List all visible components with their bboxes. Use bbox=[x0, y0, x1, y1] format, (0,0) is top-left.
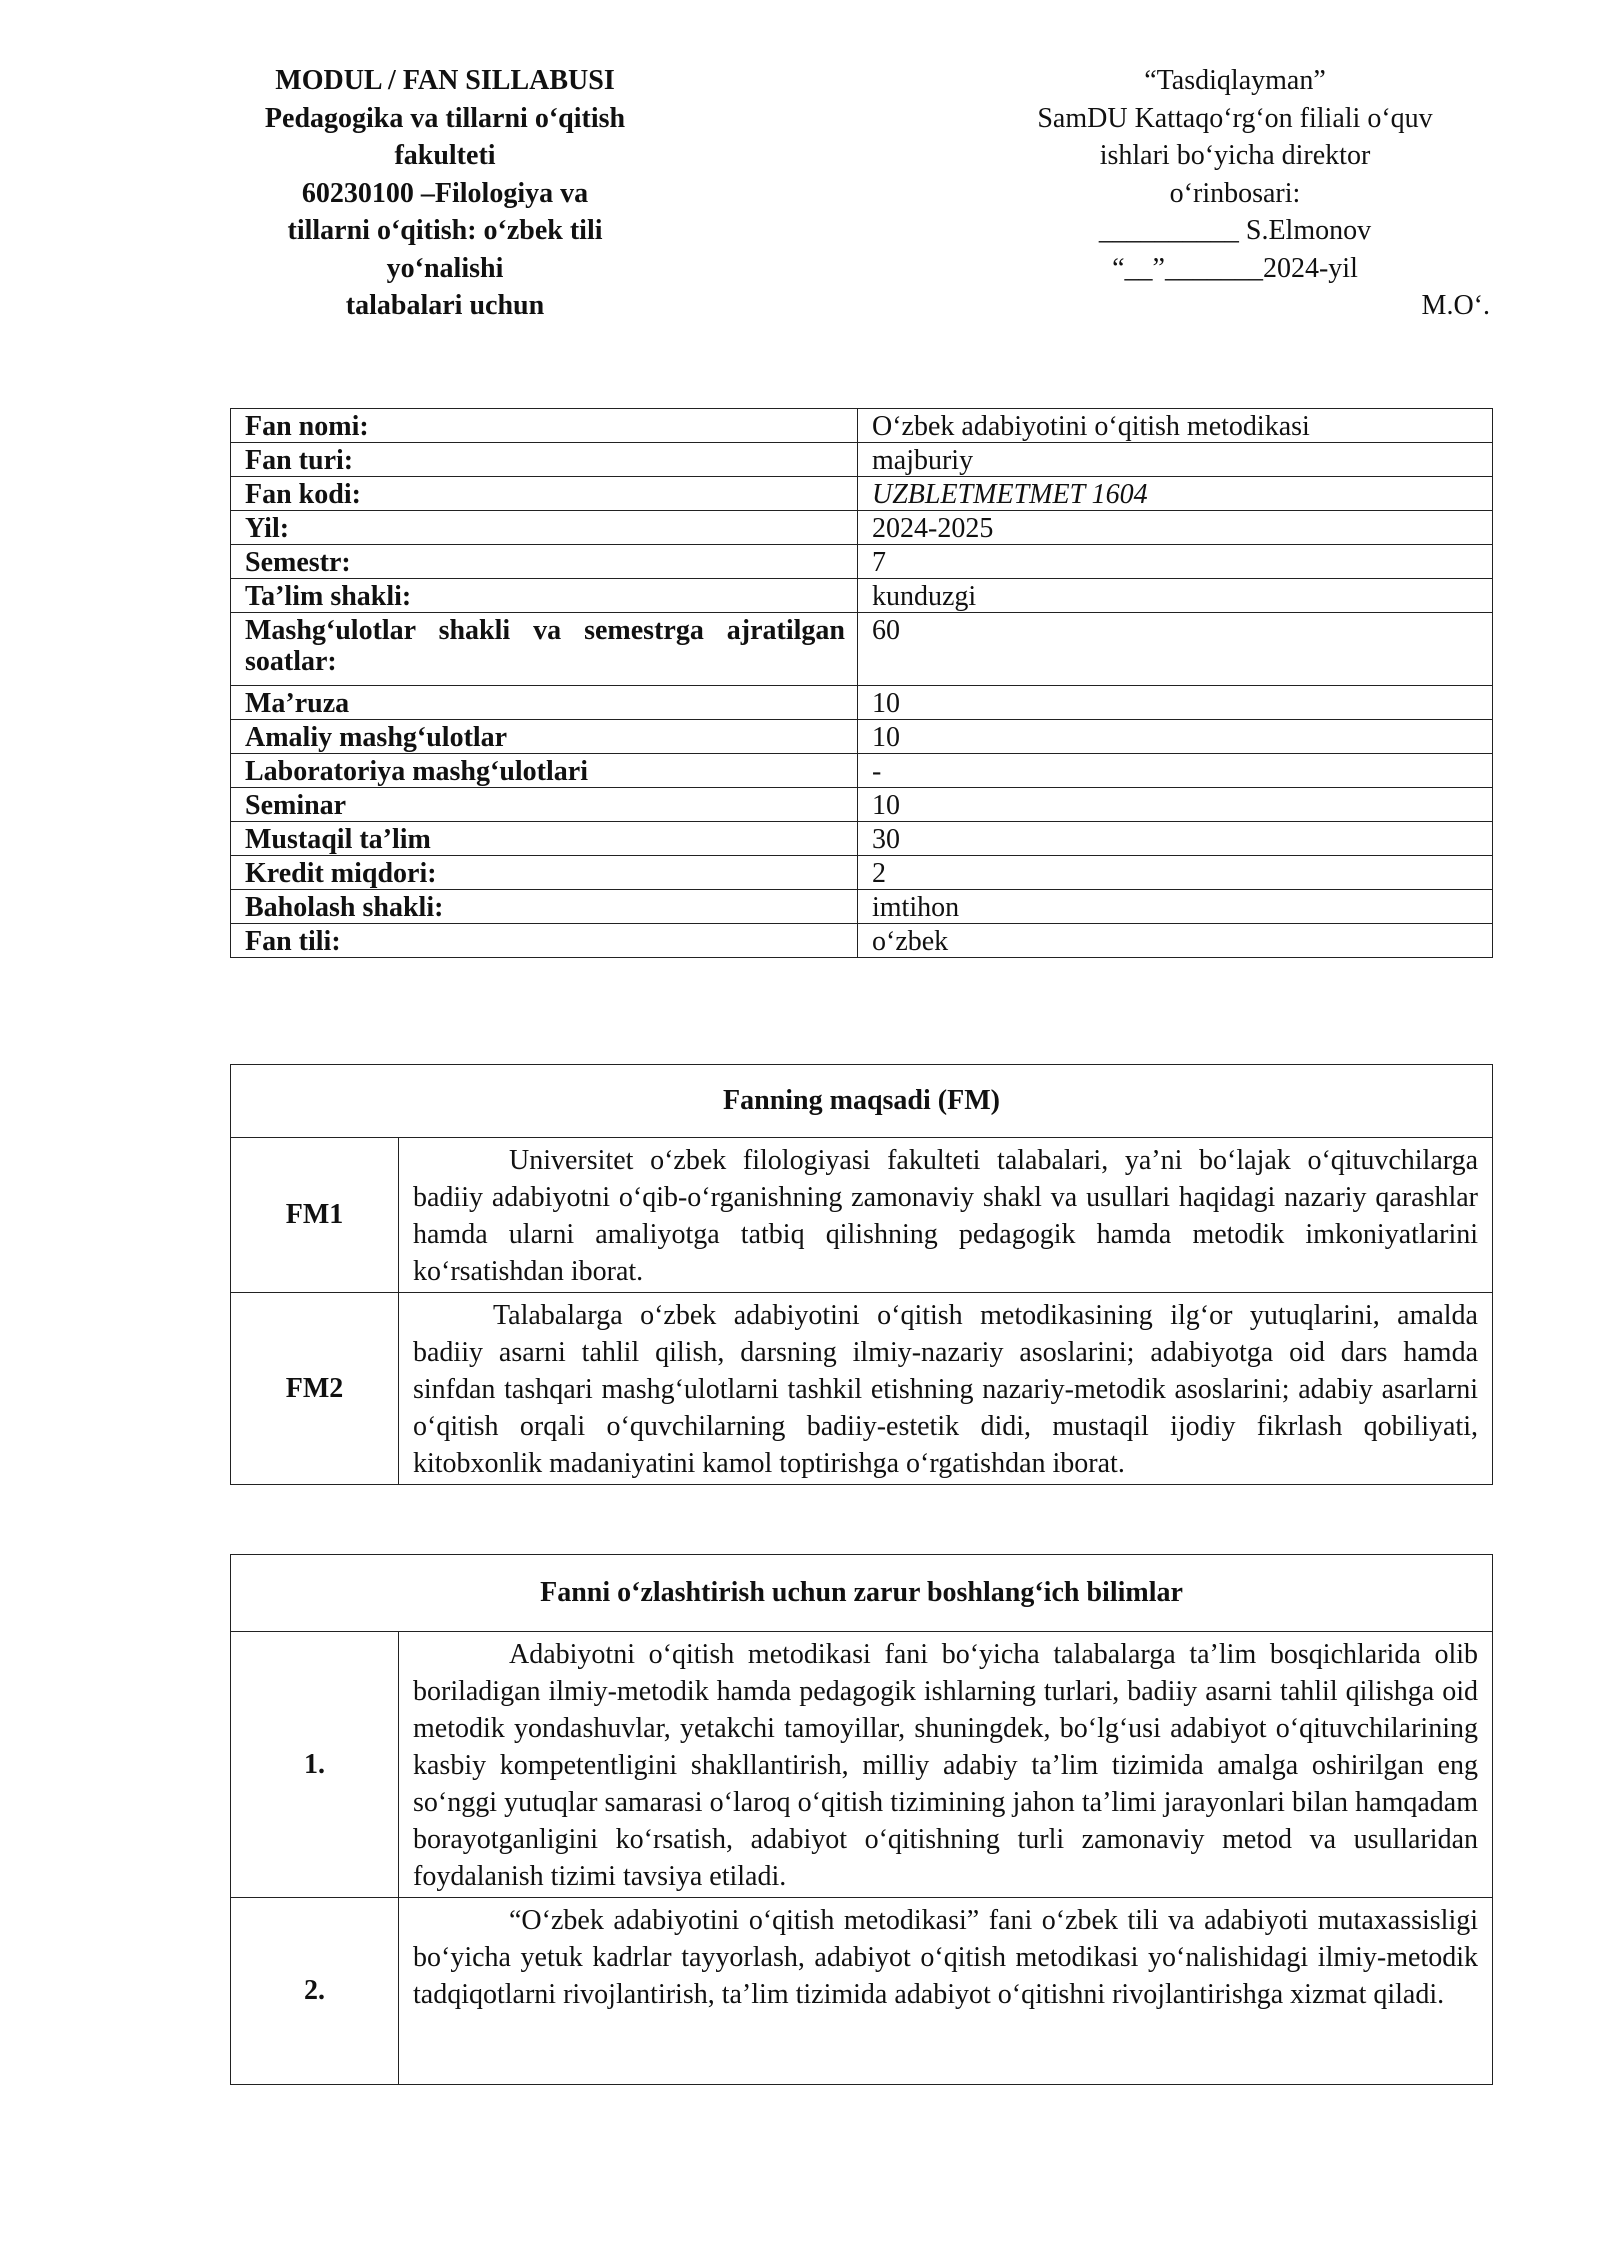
approval-line: “Tasdiqlayman” bbox=[1144, 65, 1326, 96]
info-value: 10 bbox=[858, 686, 1493, 720]
info-key: Ma’ruza bbox=[231, 686, 858, 720]
header-left-line: MODUL / FAN SILLABUSI bbox=[275, 65, 615, 96]
table-row bbox=[231, 686, 1493, 720]
info-key: Ta’lim shakli: bbox=[231, 579, 858, 613]
info-value: 2 bbox=[858, 856, 1493, 890]
approval-line: SamDU Kattaqo‘rg‘on filiali o‘quv bbox=[1037, 102, 1433, 134]
prerequisite-text bbox=[399, 1898, 1493, 2085]
header-left-line: fakulteti bbox=[394, 140, 496, 171]
info-key: Fan tili: bbox=[231, 924, 858, 958]
table-row bbox=[231, 1138, 1493, 1293]
info-key: Baholash shakli: bbox=[231, 890, 858, 924]
approval-block bbox=[1000, 62, 1490, 325]
info-value: 10 bbox=[858, 788, 1493, 822]
info-key: Yil: bbox=[231, 511, 858, 545]
goal-paragraph: Universitet o‘zbek filologiyasi fakulteti talabalari, ya’ni bo‘lajak o‘qituvchilarga badiiy adabiyotni o‘qib-o‘rganishning zamonaviy shakl va usullari haqidagi nazariy qarashlar hamda ularni amaliyotga tatbiq qilishning pedagogik hamda metodik imkoniyatlarini ko‘rsatishdan iborat. bbox=[413, 1145, 1478, 1287]
prerequisite-paragraph: “O‘zbek adabiyotini o‘qitish metodikasi” fani o‘zbek tili va adabiyoti mutaxassisligi bo‘yicha yetuk kadrlar tayyorlash, adabiyot o‘qitish metodikasi yo‘nalishidagi ilmiy-metodik tadqiqotlarni rivojlantirish, ta’lim tizimida adabiyot o‘qitishni rivojlantirishga xizmat qiladi. bbox=[413, 1905, 1478, 2010]
info-key: Fan kodi: bbox=[231, 477, 858, 511]
prerequisites-title: Fanni o‘zlashtirish uchun zarur boshlang‘ich bilimlar bbox=[231, 1555, 1493, 1632]
prerequisite-number: 2. bbox=[231, 1898, 399, 2085]
info-value: 2024-2025 bbox=[858, 511, 1493, 545]
info-key: Mustaqil ta’lim bbox=[231, 822, 858, 856]
info-value: - bbox=[858, 754, 1493, 788]
table-row bbox=[231, 443, 1493, 477]
prerequisite-paragraph: Adabiyotni o‘qitish metodikasi fani bo‘yicha talabalarga ta’lim bosqichlarida olib boriladigan ilmiy-metodik hamda pedagogik ishlarning turlari, badiiy asarni tahlil qilishga oid metodik yondashuvlar, yetakchi tamoyillar, shuningdek, bo‘lg‘usi adabiyot o‘qituvchilarining kasbiy kompetentligini shakllantirish, milliy adabiy ta’lim tizimida amalga oshirilgan eng so‘nggi yutuqlar samarasi o‘laroq o‘qitish tizimining jahon ta’limi jarayonlari bilan hamqadam borayotganligini ko‘rsatish, adabiyot o‘qitishning turli zamonaviy metod va usullaridan foydalanish tizimi tavsiya etiladi. bbox=[413, 1639, 1478, 1892]
stamp-place: M.O‘. bbox=[1421, 290, 1490, 321]
info-key: Mashg‘ulotlar shakli va semestrga ajratilgan soatlar: bbox=[231, 613, 858, 686]
goal-text bbox=[399, 1293, 1493, 1485]
info-key: Amaliy mashg‘ulotlar bbox=[231, 720, 858, 754]
table-row bbox=[231, 477, 1493, 511]
table-row bbox=[231, 924, 1493, 958]
table-row bbox=[231, 579, 1493, 613]
header-left-line: talabalari uchun bbox=[345, 290, 545, 321]
table-row bbox=[231, 1898, 1493, 2085]
info-key: Fan turi: bbox=[231, 443, 858, 477]
info-value: majburiy bbox=[858, 443, 1493, 477]
prerequisite-number: 1. bbox=[231, 1632, 399, 1898]
table-row bbox=[231, 545, 1493, 579]
header-left-line: tillarni o‘qitish: o‘zbek tili bbox=[287, 215, 603, 246]
header-left-line: 60230100 –Filologiya va bbox=[301, 177, 589, 209]
syllabus-header bbox=[200, 62, 690, 325]
info-value: kunduzgi bbox=[858, 579, 1493, 613]
table-row bbox=[231, 788, 1493, 822]
table-row bbox=[231, 1293, 1493, 1485]
goal-text bbox=[399, 1138, 1493, 1293]
info-value: O‘zbek adabiyotini o‘qitish metodikasi bbox=[858, 409, 1493, 443]
table-title-row bbox=[231, 1555, 1493, 1632]
info-key: Kredit miqdori: bbox=[231, 856, 858, 890]
table-row bbox=[231, 856, 1493, 890]
approval-signature-line: __________ S.Elmonov bbox=[1098, 215, 1372, 246]
info-value: 10 bbox=[858, 720, 1493, 754]
info-key: Fan nomi: bbox=[231, 409, 858, 443]
table-row bbox=[231, 511, 1493, 545]
approval-line: ishlari bo‘yicha direktor bbox=[1099, 140, 1371, 171]
approval-line: o‘rinbosari: bbox=[1169, 177, 1301, 209]
info-value: 7 bbox=[858, 545, 1493, 579]
goal-label: FM1 bbox=[231, 1138, 399, 1293]
table-title-row bbox=[231, 1065, 1493, 1138]
course-info-table bbox=[230, 408, 1493, 958]
info-value: imtihon bbox=[858, 890, 1493, 924]
info-key: Laboratoriya mashg‘ulotlari bbox=[231, 754, 858, 788]
goals-table bbox=[230, 1064, 1493, 1485]
goal-paragraph: Talabalarga o‘zbek adabiyotini o‘qitish metodikasining ilg‘or yutuqlarini, amalda badiiy asarni tahlil qilish, darsning ilmiy-nazariy asoslarini; adabiyotga oid dars hamda sinfdan tashqari mashg‘ulotlarni tashkil etishning nazariy-metodik asoslarini; adabiy asarlarni o‘qitish orqali o‘quvchilarning badiiy-estetik didi, mustaqil ijodiy fikrlash qobiliyati, kitobxonlik madaniyatini kamol toptirishga o‘rgatishdan iborat. bbox=[413, 1300, 1478, 1479]
table-row bbox=[231, 890, 1493, 924]
prerequisite-text bbox=[399, 1632, 1493, 1898]
info-key: Semestr: bbox=[231, 545, 858, 579]
info-value: o‘zbek bbox=[858, 924, 1493, 958]
prerequisites-table bbox=[230, 1554, 1493, 2085]
table-row bbox=[231, 613, 1493, 686]
table-row bbox=[231, 754, 1493, 788]
header-left-line: yo‘nalishi bbox=[386, 252, 504, 284]
info-key: Seminar bbox=[231, 788, 858, 822]
goals-title: Fanning maqsadi (FM) bbox=[231, 1065, 1493, 1138]
table-row bbox=[231, 822, 1493, 856]
goal-label: FM2 bbox=[231, 1293, 399, 1485]
info-value: 30 bbox=[858, 822, 1493, 856]
table-row bbox=[231, 1632, 1493, 1898]
header-left-line: Pedagogika va tillarni o‘qitish bbox=[264, 102, 626, 134]
table-row bbox=[231, 720, 1493, 754]
info-value: UZBLETMETMET 1604 bbox=[858, 477, 1493, 511]
approval-date-line: “__”_______2024-yil bbox=[1112, 252, 1358, 284]
table-row bbox=[231, 409, 1493, 443]
info-value: 60 bbox=[858, 613, 1493, 686]
